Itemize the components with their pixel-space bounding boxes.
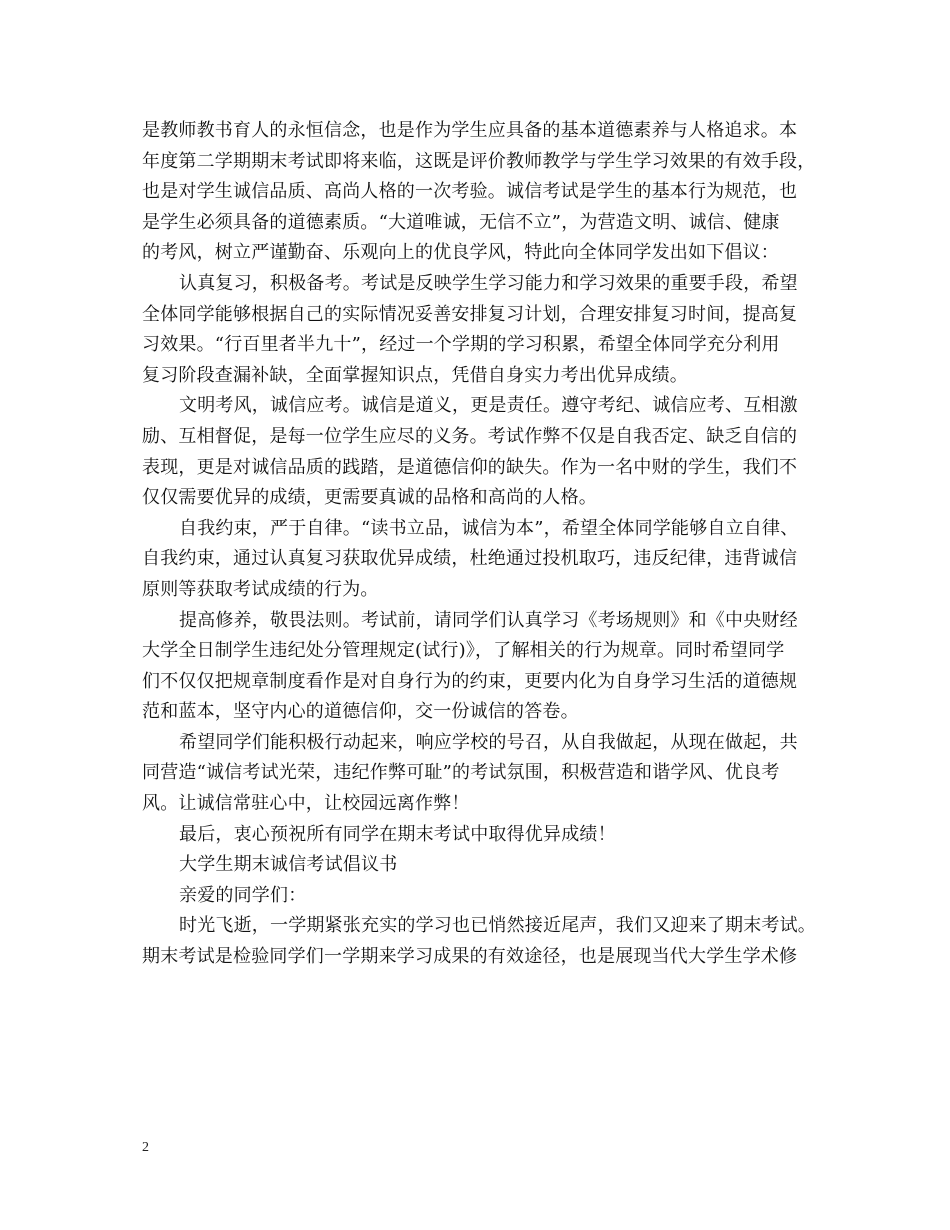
- text-line: 风。让诚信常驻心中，让校园远离作弊！: [142, 793, 470, 815]
- paragraph: [142, 606, 832, 728]
- paragraph: [142, 514, 832, 606]
- paragraph: [142, 728, 832, 820]
- paragraph: [142, 116, 832, 269]
- text-line: 们不仅仅把规章制度看作是对自身行为的约束，更要内化为自身学习生活的道德规: [142, 670, 798, 692]
- paragraph: [142, 911, 832, 972]
- paragraph: [142, 269, 832, 391]
- text-line: 时光飞逝，一学期紧张充实的学习也已悄然接近尾声，我们又迎来了期末考试。: [179, 915, 816, 937]
- text-line: 希望同学们能积极行动起来，响应学校的号召，从自我做起，从现在做起，共: [179, 731, 798, 753]
- text-line: 表现，更是对诚信品质的践踏，是道德信仰的缺失。作为一名中财的学生，我们不: [142, 456, 798, 478]
- text-line: 亲爱的同学们：: [179, 884, 307, 906]
- text-line: 认真复习，积极备考。考试是反映学生学习能力和学习效果的重要手段，希望: [179, 272, 798, 294]
- text-line: 最后，衷心预祝所有同学在期末考试中取得优异成绩！: [179, 823, 616, 845]
- paragraph: [142, 881, 832, 912]
- document-body: [142, 116, 832, 973]
- text-line: 同营造“诚信考试光荣，违纪作弊可耻”的考试氛围，积极营造和谐学风、优良考: [142, 762, 780, 784]
- text-line: 大学生期末诚信考试倡议书: [179, 854, 398, 876]
- text-line: 年度第二学期期末考试即将来临，这既是评价教师教学与学生学习效果的有效手段，: [142, 150, 816, 172]
- text-line: 期末考试是检验同学们一学期来学习成果的有效途径，也是展现当代大学生学术修: [142, 946, 798, 968]
- paragraph: [142, 391, 832, 513]
- text-line: 复习阶段查漏补缺，全面掌握知识点，凭借自身实力考出优异成绩。: [142, 364, 688, 386]
- text-line: 自我约束，严于自律。“读书立品，诚信为本”，希望全体同学能够自立自律、: [179, 517, 799, 539]
- paragraph: [142, 850, 832, 881]
- text-line: 原则等获取考试成绩的行为。: [142, 578, 379, 600]
- text-line: 范和蓝本，坚守内心的道德信仰，交一份诚信的答卷。: [142, 701, 579, 723]
- text-line: 提高修养，敬畏法则。考试前，请同学们认真学习《考场规则》和《中央财经: [179, 609, 798, 631]
- page-number: 2: [142, 1140, 149, 1155]
- paragraph: [142, 820, 832, 851]
- text-line: 也是对学生诚信品质、高尚人格的一次考验。诚信考试是学生的基本行为规范，也: [142, 181, 798, 203]
- text-line: 大学全日制学生违纪处分管理规定(试行)》，了解相关的行为规章。同时希望同学: [142, 640, 785, 662]
- text-line: 励、互相督促，是每一位学生应尽的义务。考试作弊不仅是自我否定、缺乏自信的: [142, 425, 798, 447]
- text-line: 仅仅需要优异的成绩，更需要真诚的品格和高尚的人格。: [142, 487, 597, 509]
- text-line: 是学生必须具备的道德素质。“大道唯诚，无信不立”，为营造文明、诚信、健康: [142, 211, 780, 233]
- text-line: 全体同学能够根据自己的实际情况妥善安排复习计划，合理安排复习时间，提高复: [142, 303, 798, 325]
- text-line: 文明考风，诚信应考。诚信是道义，更是责任。遵守考纪、诚信应考、互相激: [179, 395, 798, 417]
- text-line: 的考风，树立严谨勤奋、乐观向上的优良学风，特此向全体同学发出如下倡议：: [142, 242, 779, 264]
- text-line: 自我约束，通过认真复习获取优异成绩，杜绝通过投机取巧，违反纪律，违背诚信: [142, 548, 798, 570]
- text-line: 习效果。“行百里者半九十”，经过一个学期的学习积累，希望全体同学充分利用: [142, 334, 780, 356]
- text-line: 是教师教书育人的永恒信念，也是作为学生应具备的基本道德素养与人格追求。本: [142, 120, 798, 141]
